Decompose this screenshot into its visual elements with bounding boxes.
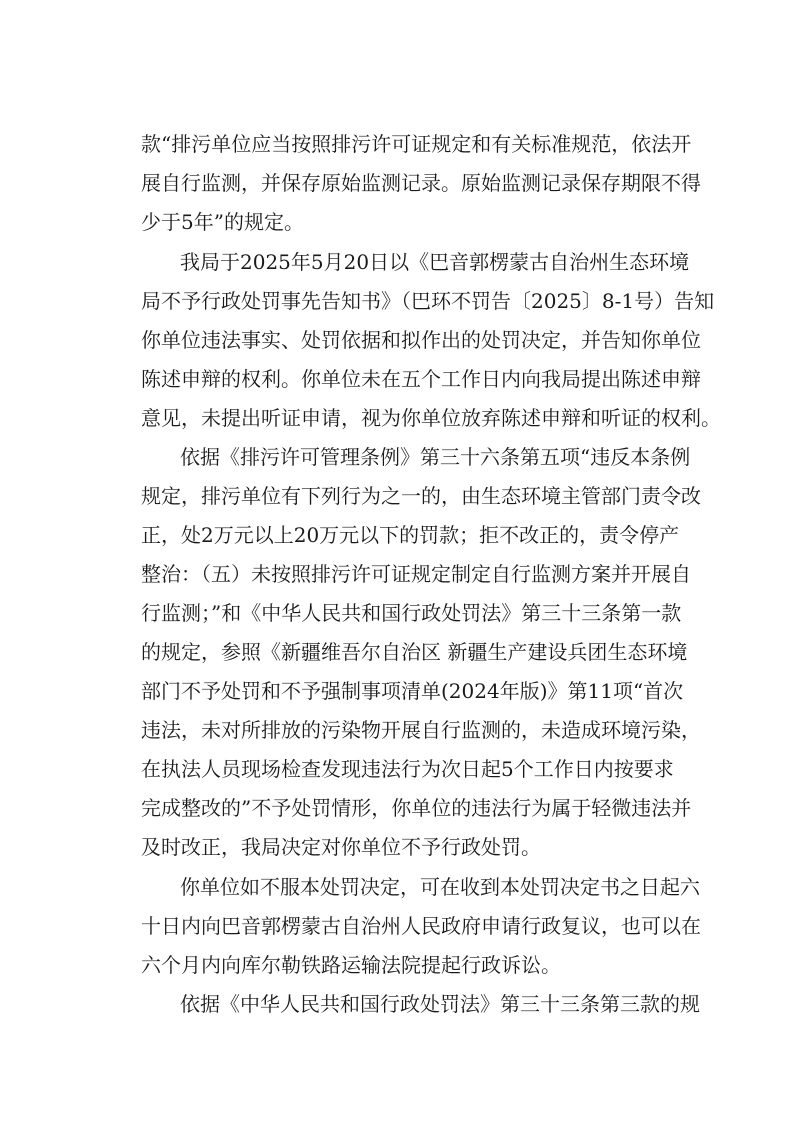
text-line: 你单位如不服本处罚决定，可在收到本处罚决定书之日起六 — [180, 875, 700, 899]
text-line: 依据《中华人民共和国行政处罚法》第三十三条第三款的规 — [180, 992, 700, 1016]
text-line: 违法，未对所排放的污染物开展自行监测的，未造成环境污染， — [141, 718, 701, 742]
text-line: 局不予行政处罚事先告知书》（巴环不罚告〔2025〕8-1号）告知 — [141, 289, 715, 313]
text-line: 少于5年”的规定。 — [141, 210, 304, 234]
text-line: 展自行监测，并保存原始监测记录。原始监测记录保存期限不得 — [141, 171, 701, 195]
text-line: 款“排污单位应当按照排污许可证规定和有关标准规范，依法开 — [141, 132, 692, 156]
text-line: 依据《排污许可管理条例》第三十六条第五项“违反本条例 — [180, 445, 691, 469]
text-line: 行监测；”和《中华人民共和国行政处罚法》第三十三条第一款 — [141, 601, 682, 625]
text-line: 及时改正，我局决定对你单位不予行政处罚。 — [141, 835, 541, 859]
text-line: 你单位违法事实、处罚依据和拟作出的处罚决定，并告知你单位 — [141, 328, 701, 352]
text-line: 意见，未提出听证申请，视为你单位放弃陈述申辩和听证的权利。 — [141, 406, 721, 430]
text-line: 部门不予处罚和不予强制事项清单(2024年版)》第11项“首次 — [141, 679, 684, 703]
text-line: 六个月内向库尔勒铁路运输法院提起行政诉讼。 — [141, 953, 561, 977]
text-line: 正，处2万元以上20万元以下的罚款；拒不改正的，责令停产 — [141, 523, 680, 547]
text-line: 整治：（五）未按照排污许可证规定制定自行监测方案并开展自 — [141, 562, 691, 586]
text-line: 十日内向巴音郭楞蒙古自治州人民政府申请行政复议，也可以在 — [141, 914, 701, 938]
text-line: 完成整改的”不予处罚情形，你单位的违法行为属于轻微违法并 — [141, 796, 692, 820]
text-line: 我局于2025年5月20日以《巴音郭楞蒙古自治州生态环境 — [180, 250, 690, 274]
text-line: 规定，排污单位有下列行为之一的，由生态环境主管部门责令改 — [141, 484, 701, 508]
text-line: 在执法人员现场检查发现违法行为次日起5个工作日内按要求 — [141, 757, 674, 781]
text-line: 的规定，参照《新疆维吾尔自治区 新疆生产建设兵团生态环境 — [141, 640, 688, 664]
text-line: 陈述申辩的权利。你单位未在五个工作日内向我局提出陈述申辩 — [141, 367, 701, 391]
